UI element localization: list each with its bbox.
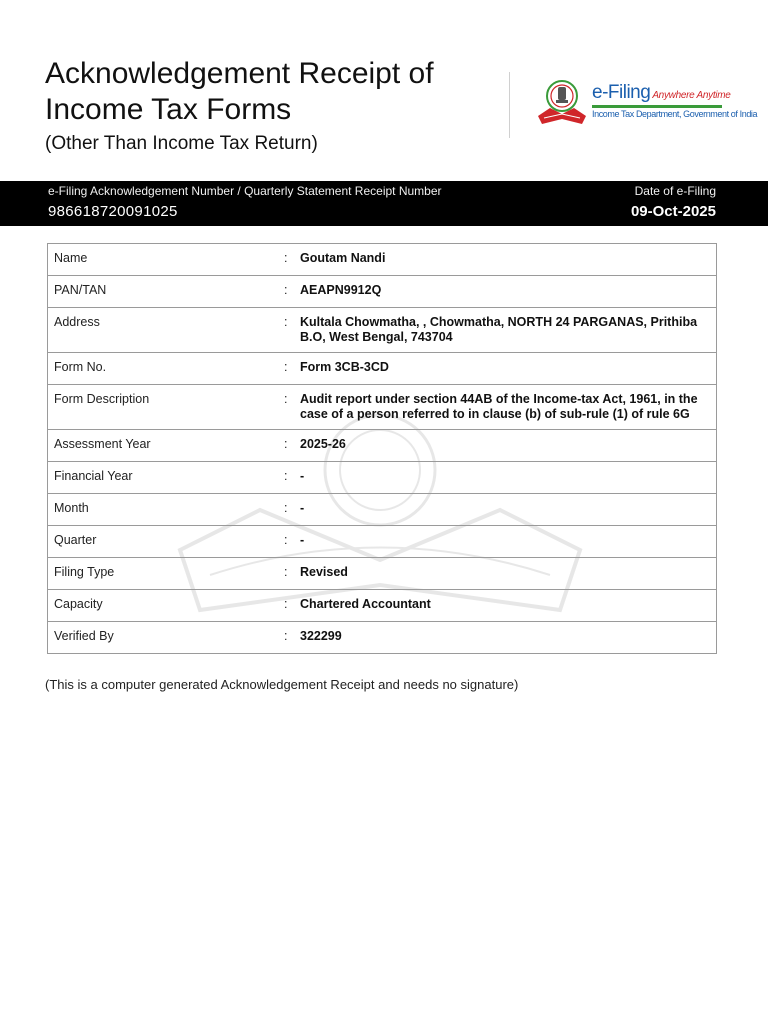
row-separator: : xyxy=(284,353,300,385)
row-separator: : xyxy=(284,430,300,462)
row-separator: : xyxy=(284,558,300,590)
row-value: Chartered Accountant xyxy=(300,590,717,622)
row-label: Verified By xyxy=(48,622,285,654)
income-tax-emblem-icon xyxy=(534,78,590,128)
row-label: Form No. xyxy=(48,353,285,385)
row-separator: : xyxy=(284,385,300,430)
efiling-subtext: Income Tax Department, Government of India xyxy=(592,109,758,119)
efiling-brand: e-Filing Anywhere Anytime xyxy=(592,82,731,103)
table-row xyxy=(48,462,717,494)
page-title: Acknowledgement Receipt of Income Tax Forms xyxy=(45,57,434,126)
table-row xyxy=(48,526,717,558)
row-separator: : xyxy=(284,244,300,276)
table-row xyxy=(48,494,717,526)
row-value: 2025-26 xyxy=(300,430,717,462)
page-subtitle: (Other Than Income Tax Return) xyxy=(45,133,318,154)
ack-number-value: 986618720091025 xyxy=(48,203,178,220)
row-label: Address xyxy=(48,308,285,353)
table-row xyxy=(48,558,717,590)
table-row xyxy=(48,385,717,430)
ack-number-label: e-Filing Acknowledgement Number / Quarterly Statement Receipt Number xyxy=(48,184,442,198)
acknowledgement-band xyxy=(0,181,768,226)
table-row xyxy=(48,308,717,353)
row-value: 322299 xyxy=(300,622,717,654)
row-value: Revised xyxy=(300,558,717,590)
row-value: Audit report under section 44AB of the Income-tax Act, 1961, in the case of a person referred to in clause (b) of sub-rule (1) of rule 6G xyxy=(300,385,717,430)
row-label: Quarter xyxy=(48,526,285,558)
row-label: PAN/TAN xyxy=(48,276,285,308)
row-separator: : xyxy=(284,526,300,558)
receipt-details-table xyxy=(47,243,717,654)
efiling-logo xyxy=(534,76,758,128)
row-separator: : xyxy=(284,276,300,308)
row-separator: : xyxy=(284,590,300,622)
row-label: Month xyxy=(48,494,285,526)
row-value: AEAPN9912Q xyxy=(300,276,717,308)
row-separator: : xyxy=(284,622,300,654)
row-value: - xyxy=(300,462,717,494)
table-row xyxy=(48,622,717,654)
row-label: Financial Year xyxy=(48,462,285,494)
footnote: (This is a computer generated Acknowledgement Receipt and needs no signature) xyxy=(45,677,519,692)
table-row xyxy=(48,430,717,462)
table-row xyxy=(48,353,717,385)
table-row xyxy=(48,276,717,308)
table-row xyxy=(48,244,717,276)
efiling-tagline: Anywhere Anytime xyxy=(652,90,731,101)
row-value: Form 3CB-3CD xyxy=(300,353,717,385)
row-value: - xyxy=(300,494,717,526)
row-label: Form Description xyxy=(48,385,285,430)
row-value: Goutam Nandi xyxy=(300,244,717,276)
row-label: Capacity xyxy=(48,590,285,622)
row-label: Filing Type xyxy=(48,558,285,590)
row-separator: : xyxy=(284,308,300,353)
row-label: Assessment Year xyxy=(48,430,285,462)
row-separator: : xyxy=(284,494,300,526)
filing-date-label: Date of e-Filing xyxy=(634,184,716,198)
row-value: - xyxy=(300,526,717,558)
row-value: Kultala Chowmatha, , Chowmatha, NORTH 24 PARGANAS, Prithiba B.O, West Bengal, 743704 xyxy=(300,308,717,353)
header-divider xyxy=(509,72,510,138)
row-separator: : xyxy=(284,462,300,494)
row-label: Name xyxy=(48,244,285,276)
table-row xyxy=(48,590,717,622)
logo-underline xyxy=(592,105,722,108)
filing-date-value: 09-Oct-2025 xyxy=(630,203,716,220)
